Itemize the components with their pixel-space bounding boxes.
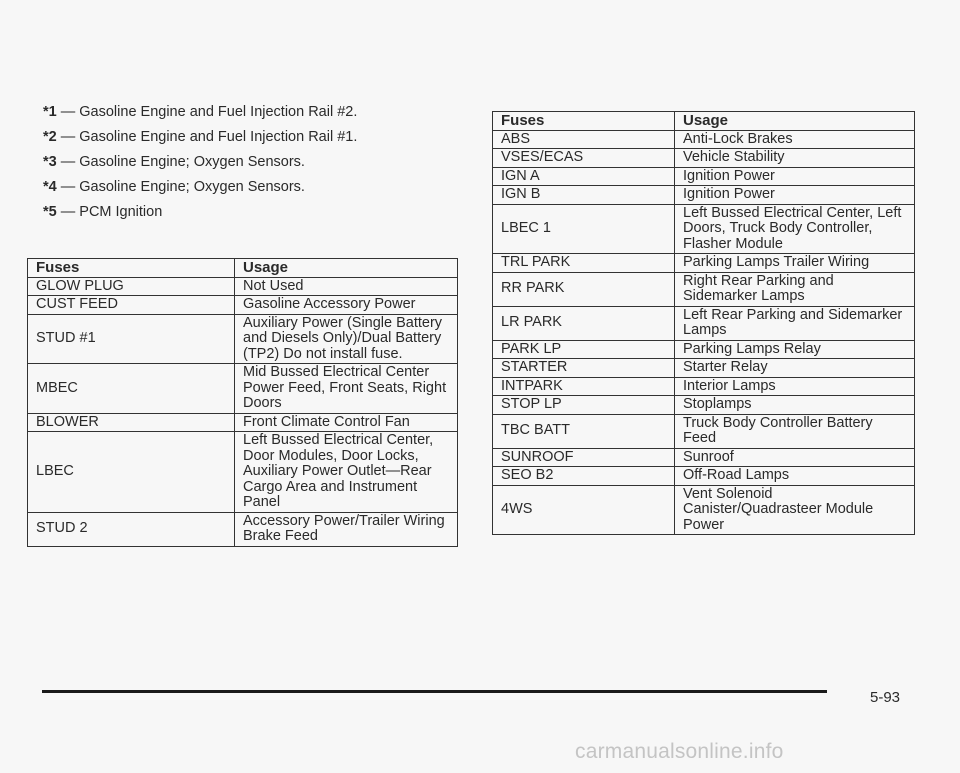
table-row xyxy=(493,359,915,378)
fuse-usage-cell: Vent Solenoid Canister/Quadrasteer Module Power xyxy=(675,485,915,535)
fuse-usage-cell: Left Rear Parking and Sidemarker Lamps xyxy=(675,306,915,340)
table-row xyxy=(28,314,458,364)
table-row xyxy=(493,414,915,448)
table-row xyxy=(493,396,915,415)
table-header-row xyxy=(493,112,915,131)
table-header-row xyxy=(28,259,458,278)
fuse-name-cell: VSES/ECAS xyxy=(493,149,675,168)
fuse-name-cell: 4WS xyxy=(493,485,675,535)
fuse-name-cell: INTPARK xyxy=(493,377,675,396)
fuse-usage-cell: Stoplamps xyxy=(675,396,915,415)
table-row xyxy=(28,512,458,546)
footer-rule xyxy=(42,690,827,693)
footnote-key: *2 xyxy=(43,129,57,145)
fuse-usage-cell: Sunroof xyxy=(675,448,915,467)
header-fuses: Fuses xyxy=(28,259,235,278)
fuse-name-cell: STUD 2 xyxy=(28,512,235,546)
fuse-table-left xyxy=(27,258,458,547)
fuse-usage-cell: Vehicle Stability xyxy=(675,149,915,168)
fuse-usage-cell: Parking Lamps Trailer Wiring xyxy=(675,254,915,273)
fuse-name-cell: CUST FEED xyxy=(28,296,235,315)
watermark: carmanualsonline.info xyxy=(575,740,784,763)
table-row xyxy=(28,413,458,432)
table-row xyxy=(493,448,915,467)
fuse-name-cell: GLOW PLUG xyxy=(28,277,235,296)
fuse-name-cell: LR PARK xyxy=(493,306,675,340)
page-number: 5-93 xyxy=(870,689,901,706)
fuse-usage-cell: Auxiliary Power (Single Battery and Diesels Only)/Dual Battery (TP2) Do not install fuse. xyxy=(235,314,458,364)
footnote-text: — Gasoline Engine; Oxygen Sensors. xyxy=(56,179,305,195)
fuse-usage-cell: Off-Road Lamps xyxy=(675,467,915,486)
table-row xyxy=(493,254,915,273)
fuse-usage-cell: Gasoline Accessory Power xyxy=(235,296,458,315)
fuse-usage-cell: Accessory Power/Trailer Wiring Brake Feed xyxy=(235,512,458,546)
header-fuses: Fuses xyxy=(493,112,675,131)
table-row xyxy=(28,296,458,315)
footnote-text: — Gasoline Engine and Fuel Injection Rail #2. xyxy=(56,104,358,120)
footnote-text: — Gasoline Engine and Fuel Injection Rail #1. xyxy=(56,129,358,145)
fuse-name-cell: STUD #1 xyxy=(28,314,235,364)
fuse-name-cell: RR PARK xyxy=(493,272,675,306)
fuse-usage-cell: Ignition Power xyxy=(675,186,915,205)
table-row xyxy=(28,432,458,513)
footnote-key: *3 xyxy=(43,154,57,170)
table-row xyxy=(493,204,915,254)
fuse-table-right xyxy=(492,111,915,535)
footnote-text: — PCM Ignition xyxy=(56,204,163,220)
table-row xyxy=(28,277,458,296)
fuse-usage-cell: Starter Relay xyxy=(675,359,915,378)
header-usage: Usage xyxy=(235,259,458,278)
table-row xyxy=(493,186,915,205)
fuse-name-cell: TBC BATT xyxy=(493,414,675,448)
fuse-name-cell: IGN A xyxy=(493,167,675,186)
header-usage: Usage xyxy=(675,112,915,131)
table-row xyxy=(493,340,915,359)
fuse-usage-cell: Ignition Power xyxy=(675,167,915,186)
table-row xyxy=(493,167,915,186)
table-row xyxy=(493,306,915,340)
table-row xyxy=(493,467,915,486)
fuse-name-cell: SUNROOF xyxy=(493,448,675,467)
footnote-key: *5 xyxy=(43,204,57,220)
footnote-key: *4 xyxy=(43,179,57,195)
fuse-name-cell: STARTER xyxy=(493,359,675,378)
fuse-usage-cell: Parking Lamps Relay xyxy=(675,340,915,359)
table-row xyxy=(493,149,915,168)
fuse-name-cell: SEO B2 xyxy=(493,467,675,486)
footnote xyxy=(43,175,463,200)
fuse-name-cell: PARK LP xyxy=(493,340,675,359)
fuse-usage-cell: Left Bussed Electrical Center, Door Modules, Door Locks, Auxiliary Power Outlet—Rear Cargo Area and Instrument Panel xyxy=(235,432,458,513)
fuse-usage-cell: Front Climate Control Fan xyxy=(235,413,458,432)
footnote xyxy=(43,125,463,150)
fuse-usage-cell: Truck Body Controller Battery Feed xyxy=(675,414,915,448)
fuse-name-cell: BLOWER xyxy=(28,413,235,432)
footnote-key: *1 xyxy=(43,104,57,120)
footnote xyxy=(43,100,463,125)
fuse-usage-cell: Mid Bussed Electrical Center Power Feed, Front Seats, Right Doors xyxy=(235,364,458,414)
fuse-name-cell: TRL PARK xyxy=(493,254,675,273)
table-row xyxy=(493,272,915,306)
table-row xyxy=(493,130,915,149)
fuse-name-cell: LBEC 1 xyxy=(493,204,675,254)
table-row xyxy=(493,377,915,396)
fuse-usage-cell: Anti-Lock Brakes xyxy=(675,130,915,149)
fuse-name-cell: ABS xyxy=(493,130,675,149)
fuse-usage-cell: Right Rear Parking and Sidemarker Lamps xyxy=(675,272,915,306)
footnote xyxy=(43,150,463,175)
fuse-usage-cell: Interior Lamps xyxy=(675,377,915,396)
table-row xyxy=(28,364,458,414)
fuse-name-cell: LBEC xyxy=(28,432,235,513)
fuse-name-cell: MBEC xyxy=(28,364,235,414)
table-row xyxy=(493,485,915,535)
footnote xyxy=(43,200,463,225)
fuse-usage-cell: Not Used xyxy=(235,277,458,296)
fuse-name-cell: STOP LP xyxy=(493,396,675,415)
fuse-name-cell: IGN B xyxy=(493,186,675,205)
fuse-usage-cell: Left Bussed Electrical Center, Left Doors, Truck Body Controller, Flasher Module xyxy=(675,204,915,254)
footnote-text: — Gasoline Engine; Oxygen Sensors. xyxy=(56,154,305,170)
footnote-list xyxy=(43,100,463,225)
